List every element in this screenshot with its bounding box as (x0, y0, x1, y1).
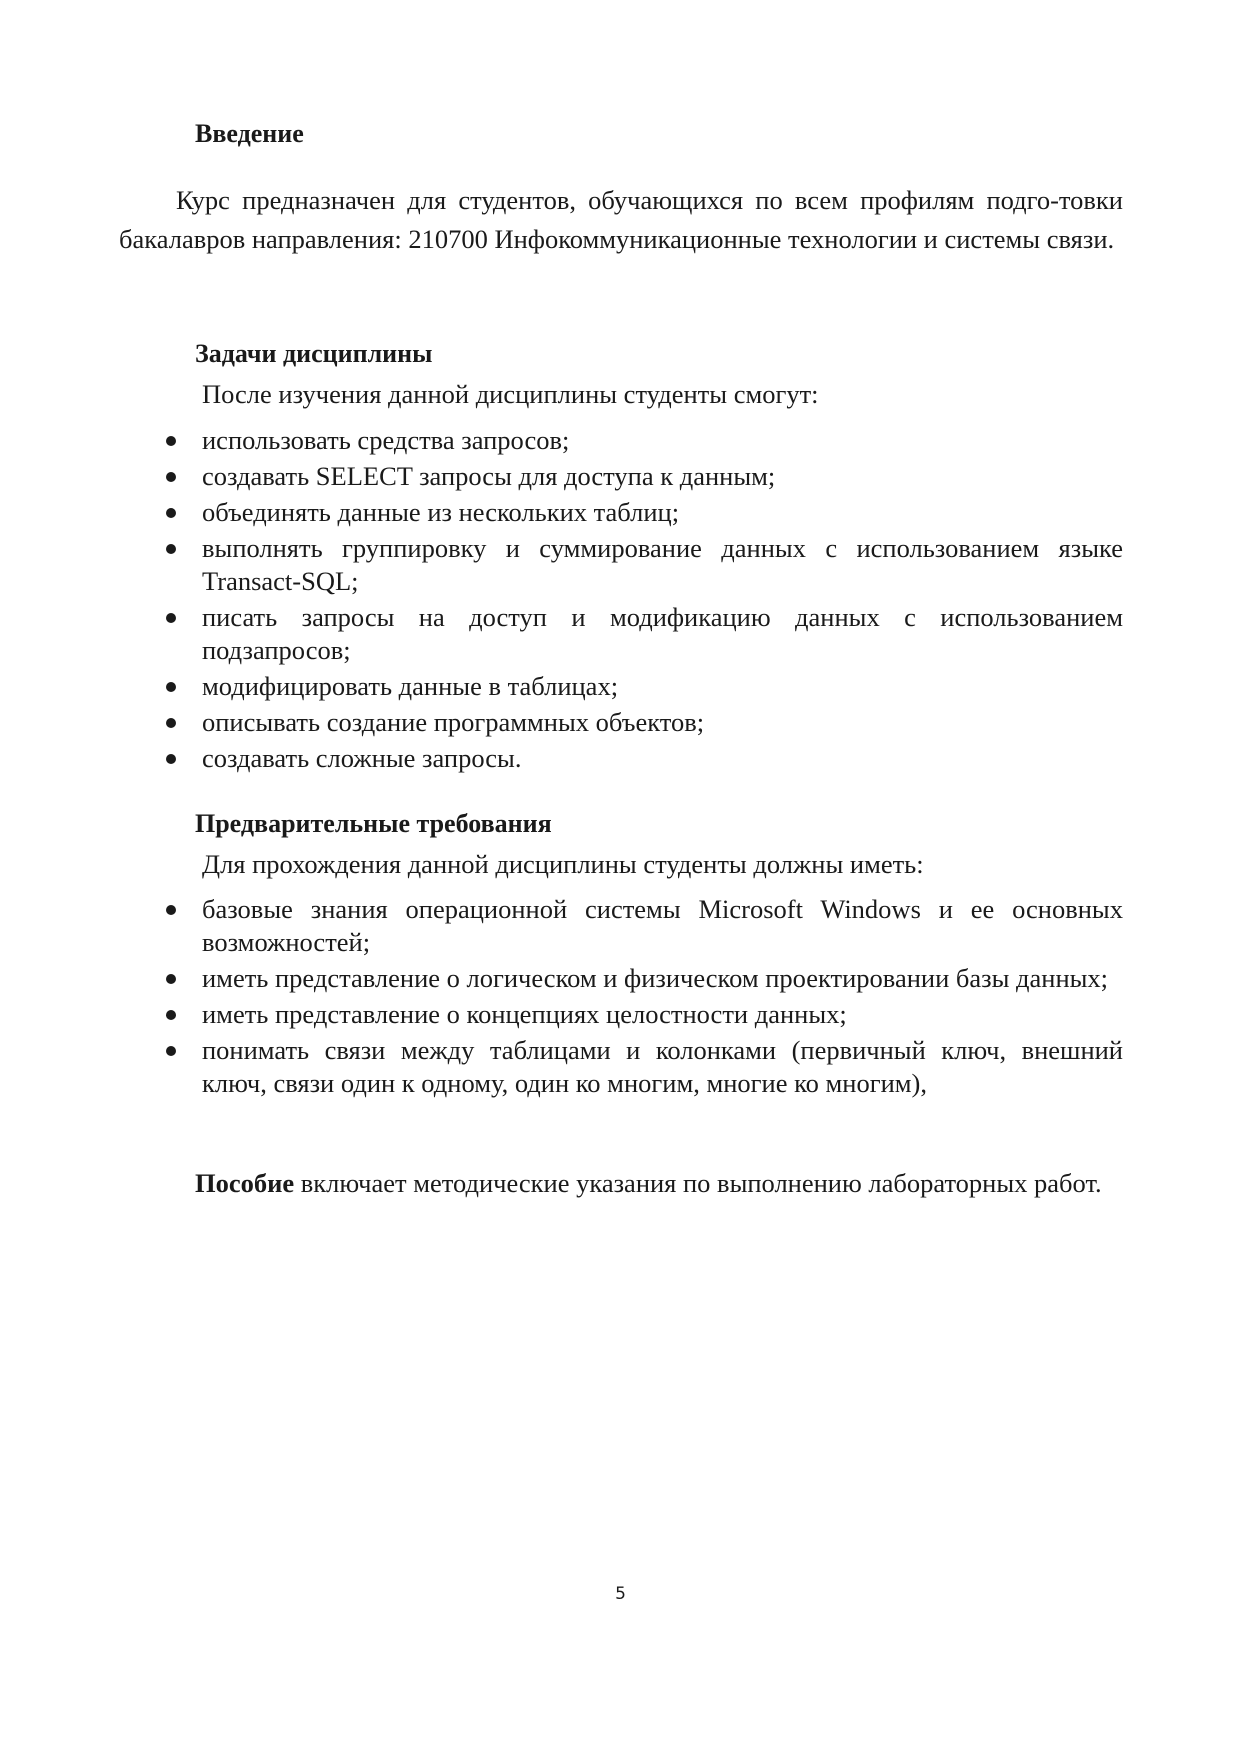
prerequisites-heading: Предварительные требования (195, 809, 552, 838)
closing-bold-word: Пособие (195, 1168, 295, 1198)
tasks-list (0, 424, 1241, 778)
list-item-text: писать запросы на доступ и модификацию данных с использованием подзапросов; (202, 602, 1123, 665)
bullet-icon (166, 436, 176, 446)
list-item-text: выполнять группировку и суммирование данных с использованием языке Transact-SQL; (202, 533, 1123, 596)
list-item-text: иметь представление о логическом и физическом проектировании базы данных; (202, 963, 1109, 993)
tasks-lead: После изучения данной дисциплины студенты смогут: (202, 379, 819, 409)
list-item (202, 962, 1123, 995)
list-item (202, 893, 1123, 959)
bullet-icon (166, 754, 176, 764)
bullet-icon (166, 718, 176, 728)
list-item-text: использовать средства запросов; (202, 425, 570, 455)
bullet-icon (166, 544, 176, 554)
list-item (202, 742, 1123, 775)
bullet-icon (166, 905, 176, 915)
list-item (202, 998, 1123, 1031)
list-item-text: понимать связи между таблицами и колонками (первичный ключ, внешний ключ, связи один к одному, один ко многим, многие ко многим), (202, 1035, 1123, 1098)
prerequisites-list (0, 893, 1241, 1100)
list-item-text: модифицировать данные в таблицах; (202, 671, 619, 701)
closing-paragraph (119, 1165, 1123, 1201)
introduction-paragraph: Курс предназначен для студентов, обучающихся по всем профилям подго-товки бакалавров направления: 210700 Инфокоммуникационные технологии и системы связи. (119, 185, 1123, 254)
bullet-icon (166, 472, 176, 482)
list-item (202, 706, 1123, 739)
prerequisites-lead: Для прохождения данной дисциплины студенты должны иметь: (202, 849, 924, 879)
list-item-text: базовые знания операционной системы Microsoft Windows и ее основных возможностей; (202, 894, 1123, 957)
list-item-text: создавать SELECT запросы для доступа к данным; (202, 461, 776, 491)
list-item-text: создавать сложные запросы. (202, 743, 522, 773)
bullet-icon (166, 508, 176, 518)
closing-text: включает методические указания по выполнению лабораторных работ. (294, 1168, 1102, 1198)
list-item-text: описывать создание программных объектов; (202, 707, 705, 737)
list-item-text: объединять данные из нескольких таблиц; (202, 497, 680, 527)
list-item (202, 670, 1123, 703)
bullet-icon (166, 682, 176, 692)
list-item (202, 424, 1123, 457)
list-item (202, 460, 1123, 493)
tasks-heading: Задачи дисциплины (195, 339, 433, 368)
bullet-icon (166, 613, 176, 623)
bullet-icon (166, 974, 176, 984)
list-item (202, 496, 1123, 529)
list-item (202, 532, 1123, 598)
list-item-text: иметь представление о концепциях целостности данных; (202, 999, 847, 1029)
bullet-icon (166, 1046, 176, 1056)
introduction-heading: Введение (195, 119, 304, 148)
list-item (202, 601, 1123, 667)
list-item (202, 1034, 1123, 1100)
page-number: 5 (615, 1584, 626, 1604)
bullet-icon (166, 1010, 176, 1020)
